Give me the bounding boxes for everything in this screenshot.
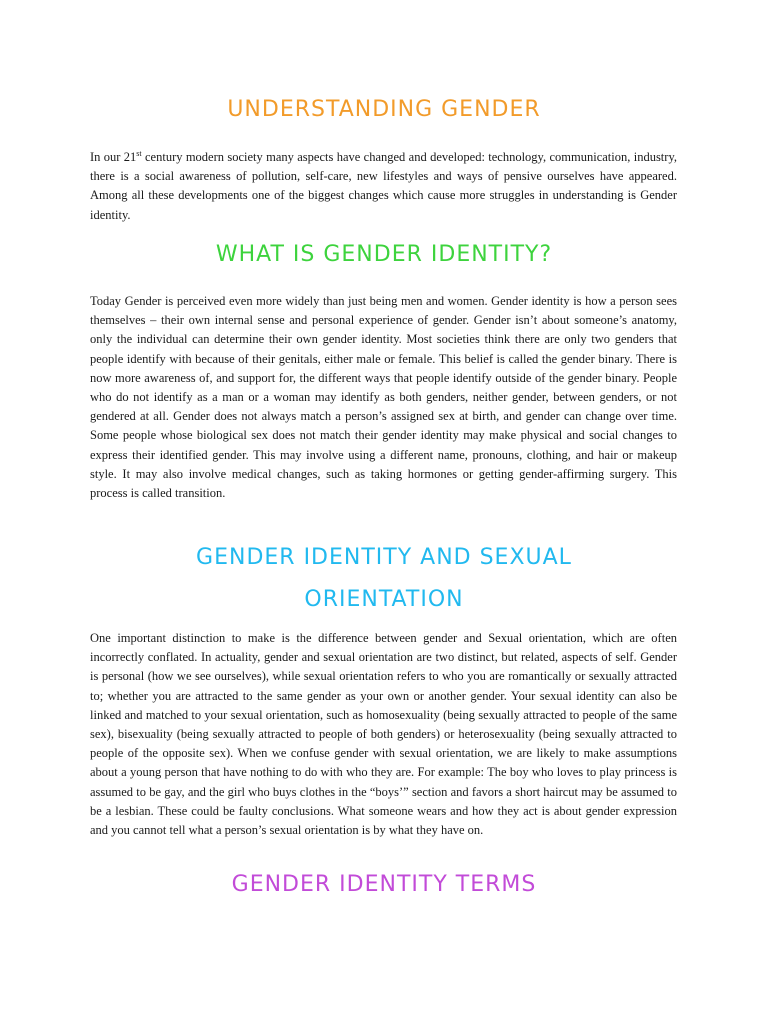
paragraph-orientation: One important distinction to make is the difference between gender and Sexual orientation, which are often incorrectly conflated. In actuality, gender and sexual orientation are two distinct, but related, aspects of self. Gender is personal (how we see ourselves), while sexual orientation refers to who you are romantically or sexually attracted to; whether you are attracted to the same gender as your own or another gender. Your sexual identity can also be linked and matched to your sexual orientation, such as homosexuality (being sexually attracted to people of the same sex), bisexuality (being sexually attracted to people of both genders) or heterosexuality (being sexually attracted to people of the opposite sex). When we confuse gender with sexual orientation, we are likely to make assumptions about a young person that have nothing to do with who they are. For example: The boy who loves to play princess is assumed to be gay, and the girl who buys clothes in the “boys’” section and favors a short haircut may be assumed to be a lesbian. These could be faulty conclusions. What someone wears and how they act is about gender expression and you cannot tell what a person’s sexual orientation is by what they have on. <box>90 631 677 838</box>
heading-understanding-gender: UNDERSTANDING GENDER <box>227 97 541 122</box>
intro-text-start: In our 21 <box>90 150 137 164</box>
heading-gender-identity-terms: GENDER IDENTITY TERMS <box>231 872 537 897</box>
intro-text-rest: century modern society many aspects have changed and developed: technology, communication, industry, there is a social awareness of pollution, self-care, new lifestyles and ways of pensive ourselves have appeared. Among all these developments one of the biggest changes which cause more struggles in understanding is Gender identity. <box>90 150 678 222</box>
heading-identity-and-orientation <box>0 537 768 621</box>
paragraph-intro <box>90 148 677 225</box>
heading-identity-orientation-line1: GENDER IDENTITY AND SEXUAL <box>196 545 572 570</box>
heading-identity-orientation-line2: ORIENTATION <box>304 587 464 612</box>
heading-what-is-gender-identity: WHAT IS GENDER IDENTITY? <box>215 242 553 267</box>
intro-superscript: st <box>136 148 142 158</box>
paragraph-gender-identity: Today Gender is perceived even more widely than just being men and women. Gender identity is how a person sees themselves – their own internal sense and personal experience of gender. Gender isn’t about someone’s anatomy, only the individual can determine their own gender identity. Most societies think there are only two genders that people identify with because of their genitals, either male or female. This belief is called the gender binary. There is now more awareness of, and support for, the different ways that people identify outside of the gender binary. People who do not identify as a man or a woman may identify as both genders, neither gender, between genders, or not gendered at all. Gender does not always match a person’s assigned sex at birth, and gender can change over time. Some people whose biological sex does not match their gender identity may make physical and social changes to express their identified gender. This may involve using a different name, pronouns, clothing, and hair or makeup style. It may also involve medical changes, such as taking hormones or getting gender-affirming surgery. This process is called transition. <box>90 294 677 501</box>
